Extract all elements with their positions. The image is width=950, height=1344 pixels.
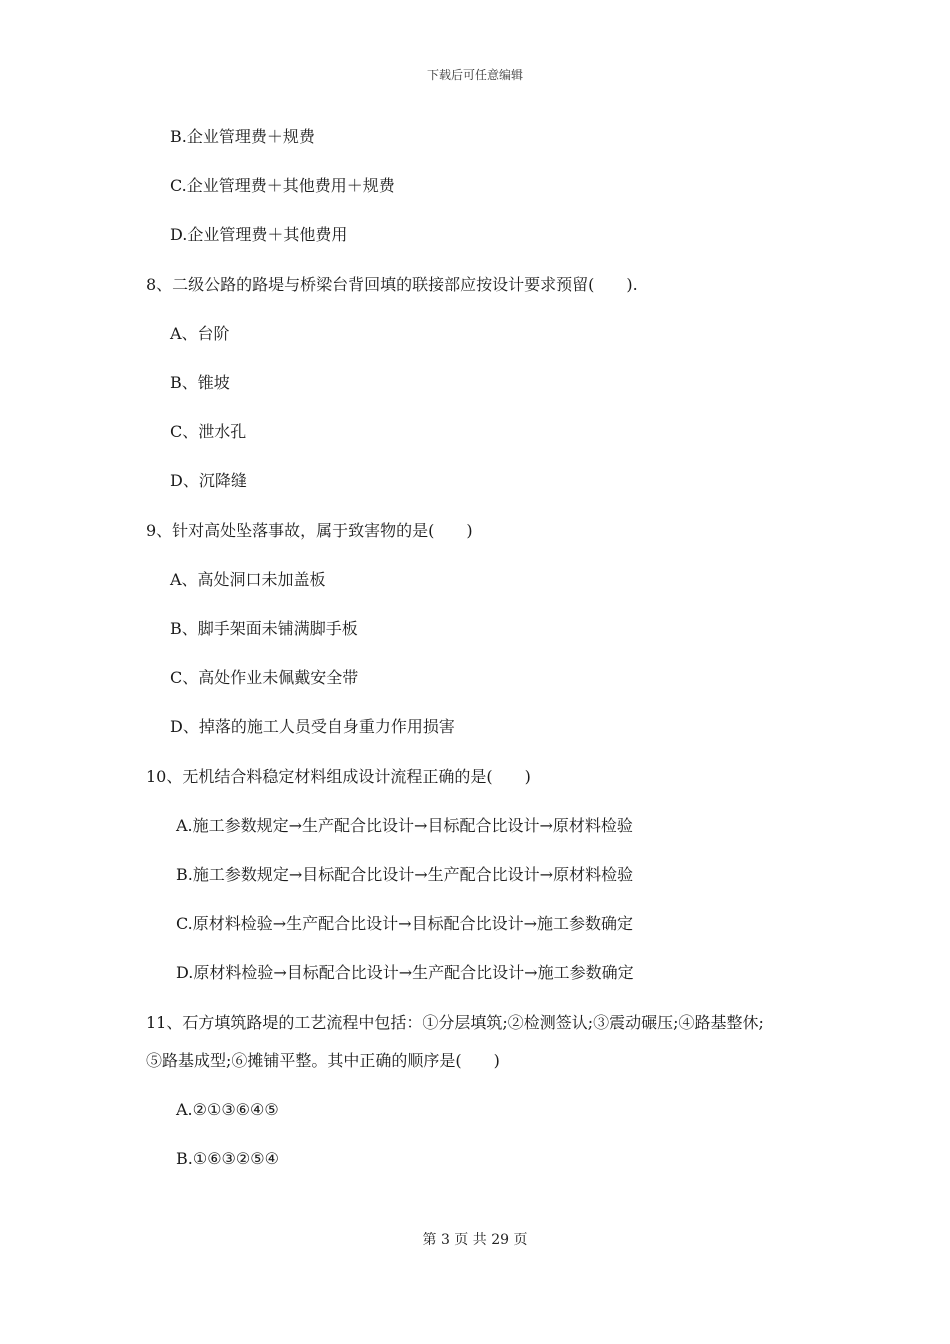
option-prev-c: C.企业管理费＋其他费用＋规费: [170, 176, 395, 195]
page-header: 下载后可任意编辑: [426, 68, 523, 82]
question-9-stem: 9、针对高处坠落事故，属于致害物的是( ): [146, 521, 473, 540]
question-11-option-b: B.①⑥③②⑤④: [176, 1149, 279, 1168]
question-8-option-b: B、锥坡: [170, 373, 230, 392]
question-10-option-b: B.施工参数规定→目标配合比设计→生产配合比设计→原材料检验: [176, 865, 634, 884]
option-prev-d: D.企业管理费＋其他费用: [170, 225, 348, 244]
question-9-option-d: D、掉落的施工人员受自身重力作用损害: [170, 717, 455, 736]
option-prev-b: B.企业管理费＋规费: [170, 127, 315, 146]
question-11-stem-line-2: ⑤路基成型;⑥摊铺平整。其中正确的顺序是( ): [146, 1051, 500, 1070]
question-8-option-a: A、台阶: [170, 324, 230, 343]
question-11-stem-line-1: 11、石方填筑路堤的工艺流程中包括：①分层填筑;②检测签认;③震动碾压;④路基整休;: [146, 1013, 764, 1032]
question-9-option-a: A、高处洞口未加盖板: [170, 570, 326, 589]
question-10-option-d: D.原材料检验→目标配合比设计→生产配合比设计→施工参数确定: [176, 963, 634, 982]
question-11-option-a: A.②①③⑥④⑤: [176, 1100, 279, 1119]
page-footer: 第 3 页 共 29 页: [422, 1232, 528, 1248]
question-9-option-c: C、高处作业未佩戴安全带: [170, 668, 359, 687]
question-8-option-d: D、沉降缝: [170, 471, 247, 490]
question-10-stem: 10、无机结合料稳定材料组成设计流程正确的是( ): [146, 767, 531, 786]
question-9-option-b: B、脚手架面未铺满脚手板: [170, 619, 358, 638]
question-10-option-a: A.施工参数规定→生产配合比设计→目标配合比设计→原材料检验: [176, 816, 633, 835]
question-8-stem: 8、二级公路的路堤与桥梁台背回填的联接部应按设计要求预留( ).: [146, 275, 638, 294]
question-10-option-c: C.原材料检验→生产配合比设计→目标配合比设计→施工参数确定: [176, 914, 633, 933]
question-8-option-c: C、泄水孔: [170, 422, 247, 441]
